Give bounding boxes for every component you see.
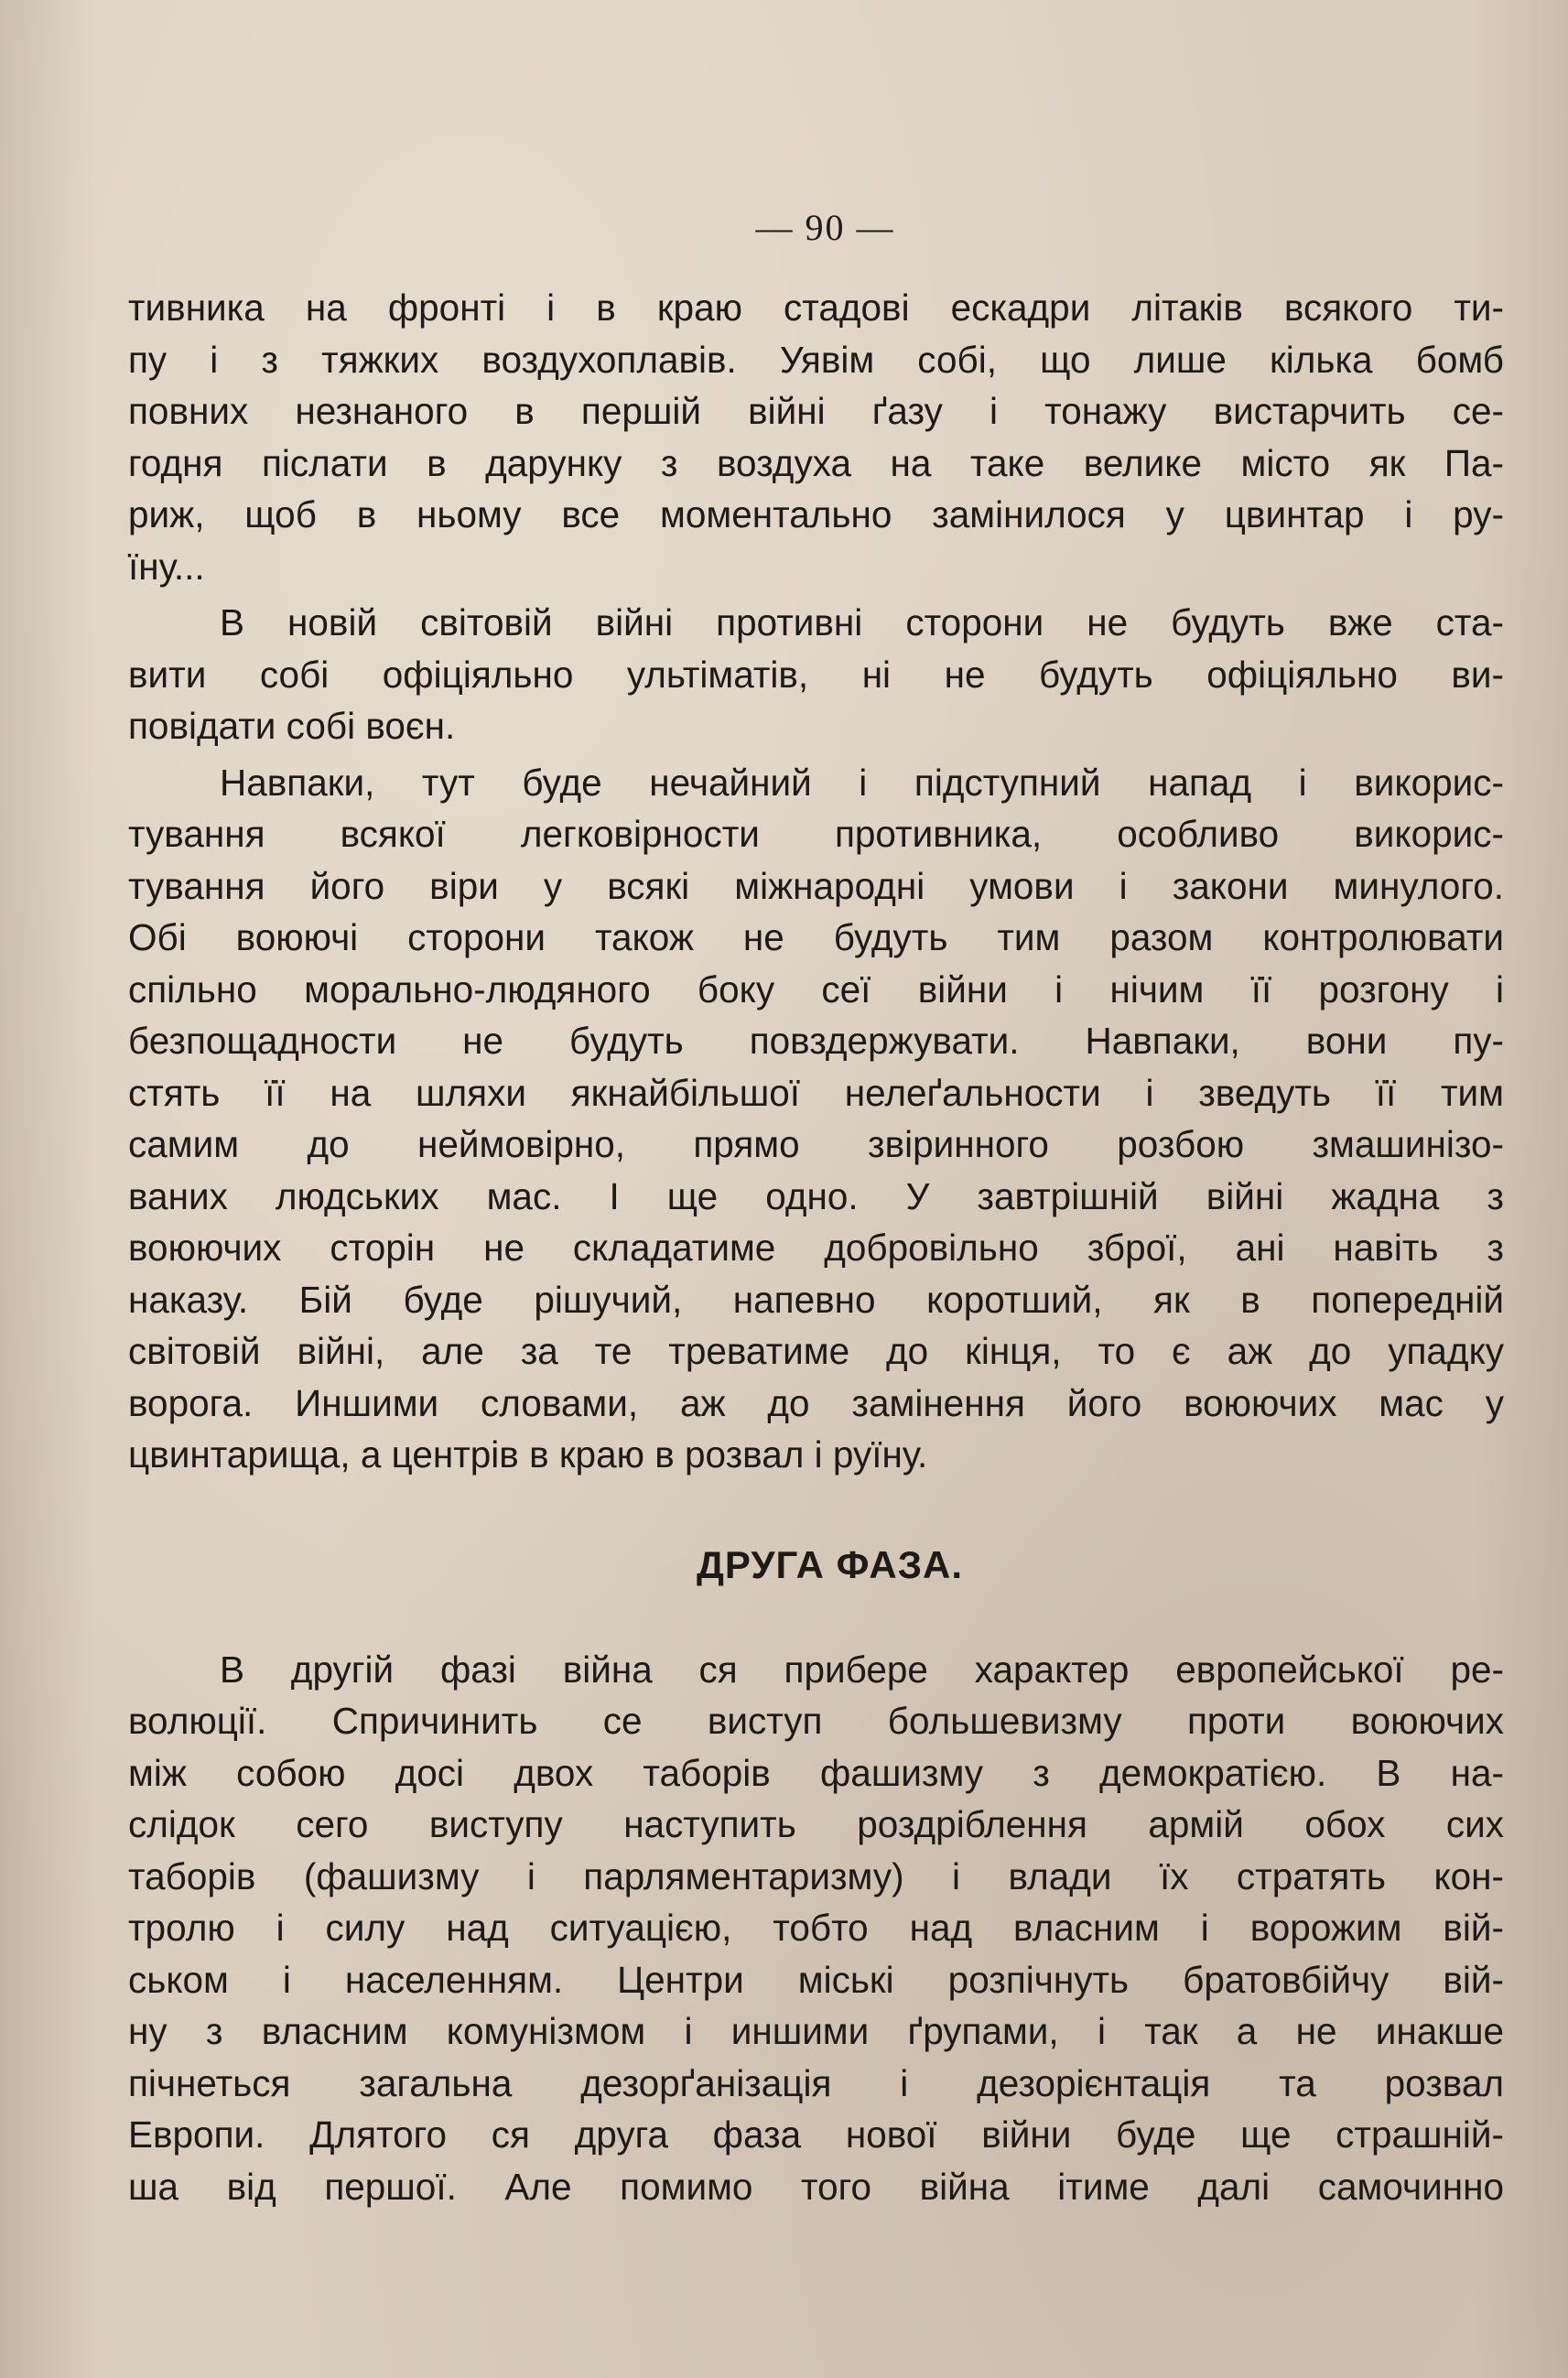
text-line: між собою досі двох таборів фашизму з демократією. В на- [128,1751,1504,1794]
text-line: Европи. Длятого ся друга фаза нової війни буде ще страшній- [128,2113,1504,2156]
paragraph-3 [128,757,1504,1481]
text-line: ськом і населенням. Центри міські розпічнуть братовбійчу вій- [128,1958,1504,2001]
text-line: В другій фазі війна ся прибере характер европейської ре- [220,1648,1504,1691]
section-text-1 [128,282,1504,1481]
text-line: світовій війні, але за те треватиме до кінця, то є аж до упадку [128,1330,1504,1372]
text-line: риж, щоб в ньому все моментально замінилося у цвинтар і ру- [128,493,1504,535]
text-line: ну з власним комунізмом і иншими ґрупами, і так а не инакше [128,2010,1504,2052]
text-line: пу і з тяжких воздухоплавів. Уявім собі, що лише кілька бомб [128,338,1504,381]
text-line: пічнеться загальна дезорґанізація і дезорієнтація та розвал [128,2061,1504,2104]
section-text-2 [128,1644,1504,2213]
text-line: самим до неймовірно, прямо звіринного розбою змашинізо- [128,1123,1504,1165]
page-number: — 90 — [755,207,895,248]
text-line: ворога. Иншими словами, аж до замінення його воюючих мас у [128,1381,1504,1424]
text-line: вити собі офіціяльно ультіматів, ні не будуть офіціяльно ви- [128,653,1504,696]
text-line: тролю і силу над ситуацією, тобто над власним і ворожим вій- [128,1907,1504,1949]
text-line: повідати собі воєн. [128,705,456,747]
text-line: повних незнаного в першій війні ґазу і тонажу вистарчить се- [128,390,1504,432]
text-line: спільно морально-людяного боку сеї війни і нічим її розгону і [128,967,1504,1011]
section-heading: ДРУГА ФАЗА. [696,1542,964,1586]
text-line: безпощадности не будуть повздержувати. Навпаки, вони пу- [128,1020,1504,1062]
text-line: тування всякої легковірности противника, особливо викорис- [128,813,1504,855]
text-line: слідок сего виступу наступить роздріблення армій обох сих [128,1803,1504,1845]
text-line: таборів (фашизму і парляментаризму) і влади їх стратять кон- [128,1854,1504,1897]
text-line: стять її на шляхи якнайбільшої нелеґальности і зведуть її тим [128,1071,1504,1114]
text-line: волюції. Спричинить се виступ большевизму проти воюючих [128,1700,1504,1742]
paragraph-4 [128,1644,1504,2213]
paragraph-1 [128,282,1504,592]
text-line: їну... [128,545,205,588]
text-line: тивника на фронті і в краю стадові ескадри літаків всякого ти- [128,286,1504,329]
text-line: Обі воюючі сторони також не будуть тим разом контролювати [128,916,1504,958]
text-line: годня післати в дарунку з воздуха на таке велике місто як Па- [128,441,1504,484]
text-line: тування його віри у всякі міжнародні умови і закони минулого. [128,864,1504,907]
text-line: В новій світовій війні противні сторони не будуть вже ста- [220,601,1504,643]
text-line: воюючих сторін не складатиме добровільно зброї, ані навіть з [128,1227,1504,1269]
text-line: ша від першої. Але помимо того війна ітиме далі самочинно [128,2165,1504,2208]
text-line: Навпаки, тут буде нечайний і підступний напад і викорис- [220,761,1504,804]
paragraph-2 [128,597,1504,752]
text-line: ваних людських мас. І ще одно. У завтрішній війні жадна з [128,1174,1504,1217]
text-line: цвинтарища, а центрів в краю в розвал і руїну. [128,1433,928,1475]
text-line: наказу. Бій буде рішучий, напевно коротший, як в попередній [128,1278,1504,1321]
